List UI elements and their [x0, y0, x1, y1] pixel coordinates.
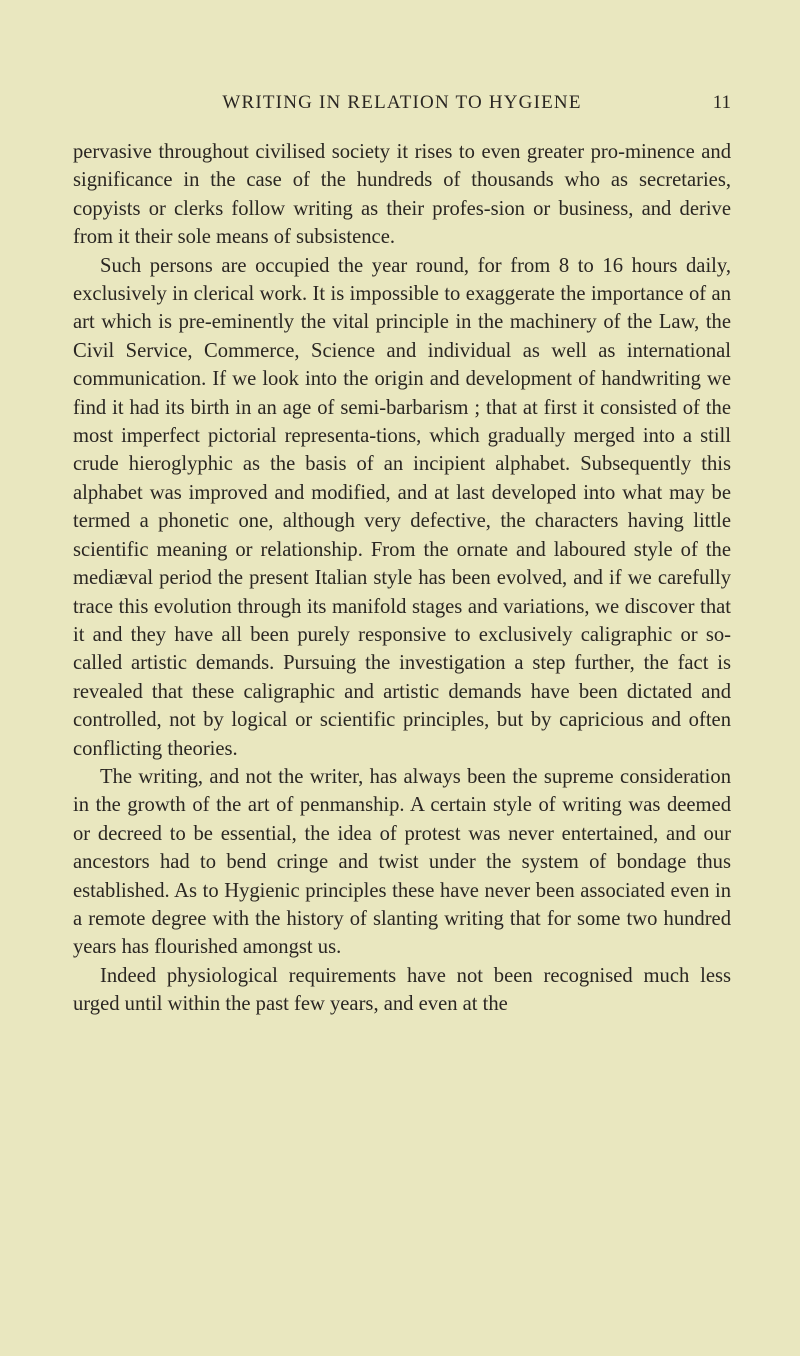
paragraph: Such persons are occupied the year round, for from 8 to 16 hours daily, exclusively in clerical work. It is impossible to exaggerate the importance of an art which is pre-eminently the vital principle in the machinery of the Law, the Civil Service, Commerce, Science and individual as well as international communication. If we look into the origin and development of handwriting we find it had its birth in an age of semi-barbarism ; that at first it consisted of the most imperfect pictorial representa-tions, which gradually merged into a still crude hieroglyphic as the basis of an incipient alphabet. Subsequently this alphabet was improved and modified, and at last developed into what may be termed a phonetic one, although very defective, the characters having little scientific meaning or relationship. From the ornate and laboured style of the mediæval period the present Italian style has been evolved, and if we carefully trace this evolution through its manifold stages and variations, we discover that it and they have all been purely responsive to exclusively caligraphic or so-called artistic demands. Pursuing the investigation a step further, the fact is revealed that these caligraphic and artistic demands have been dictated and controlled, not by logical or scientific principles, but by capricious and often conflicting theories. [73, 254, 731, 760]
paragraph: Indeed physiological requirements have not been recognised much less urged until within the past few years, and even at the [73, 964, 731, 1016]
paragraph: pervasive throughout civilised society it rises to even greater pro-minence and significance in the case of the hundreds of thousands who as secretaries, copyists or clerks follow writing as their profes-sion or business, and derive from it their sole means of subsistence. [73, 141, 731, 249]
paragraph: The writing, and not the writer, has always been the supreme consideration in the growth of the art of penmanship. A certain style of writing was deemed or decreed to be essential, the idea of protest was never entertained, and our ancestors had to bend cringe and twist under the system of bondage thus established. As to Hygienic principles these have never been associated even in a remote degree with the history of slanting writing that for some two hundred years has flourished amongst us. [73, 765, 731, 959]
body-text [73, 138, 731, 1019]
running-title: WRITING IN RELATION TO HYGIENE [222, 92, 582, 113]
running-head [73, 92, 731, 122]
page-number: 11 [712, 92, 731, 113]
